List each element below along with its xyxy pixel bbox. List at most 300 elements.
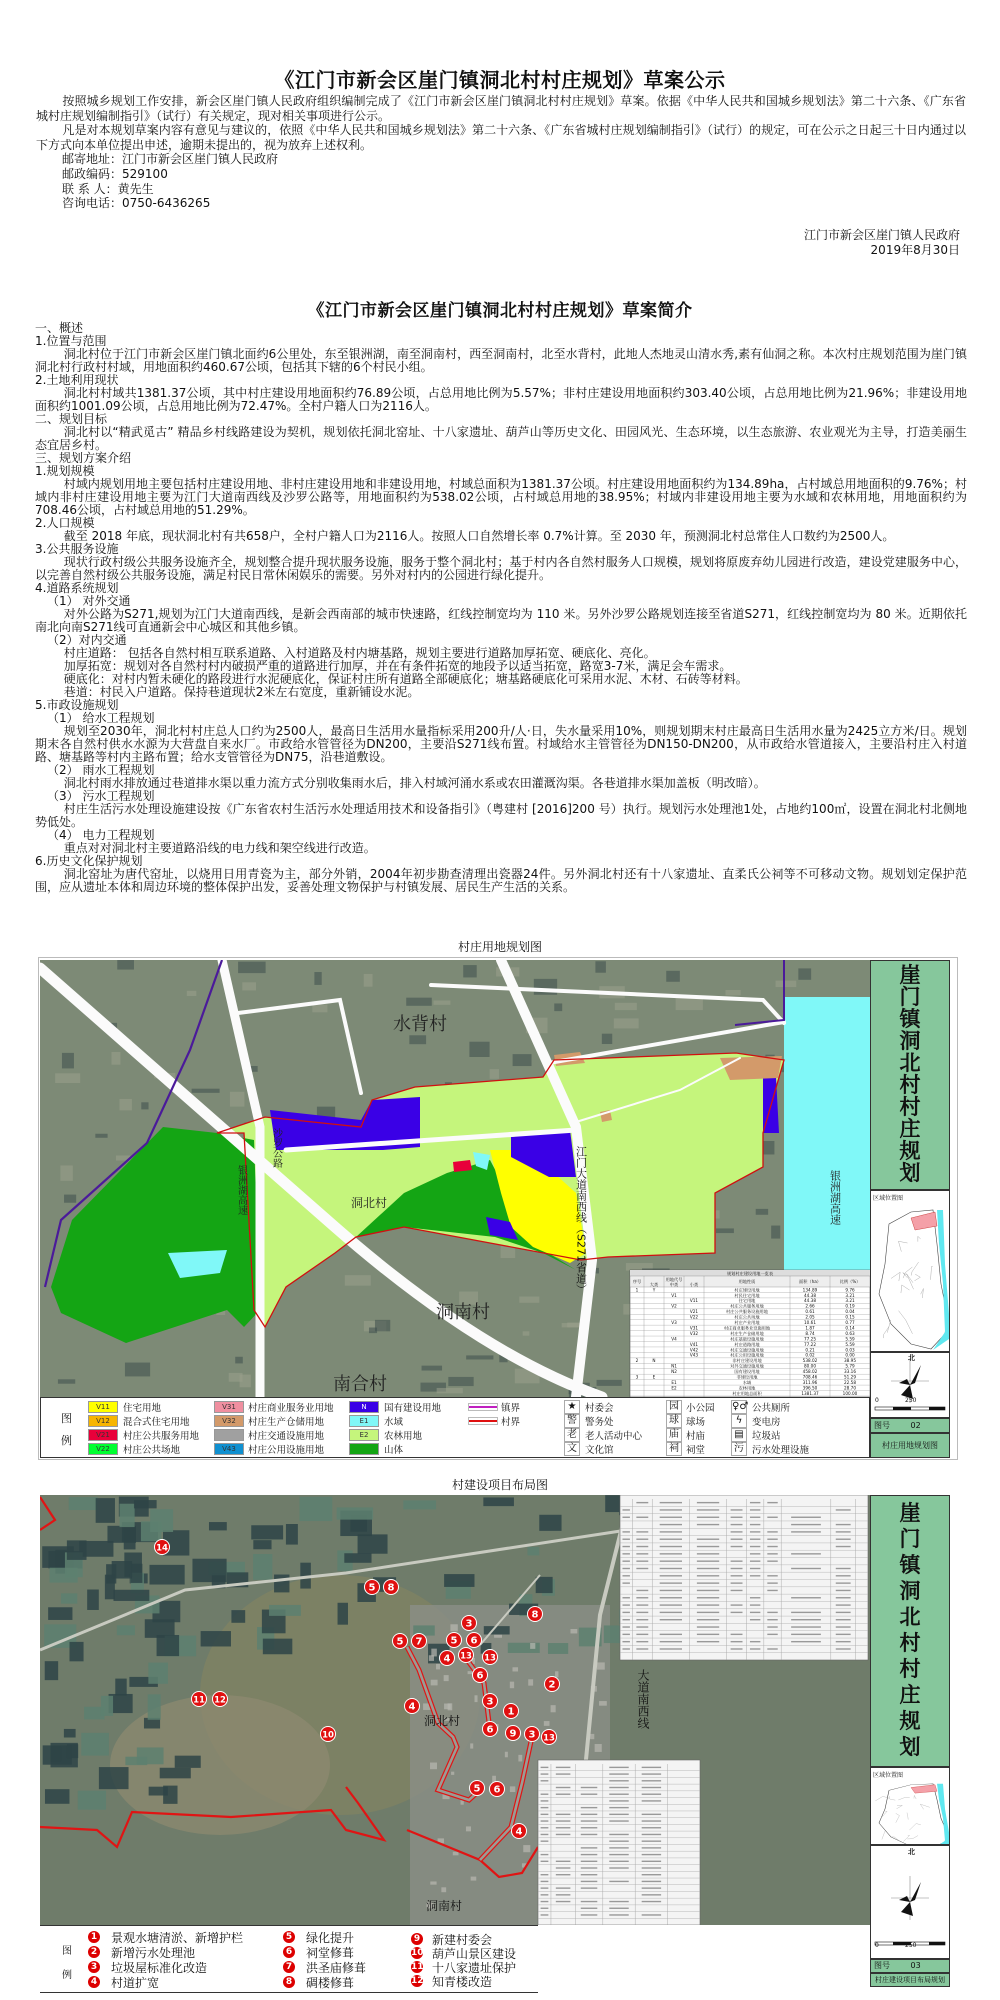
fish-pond <box>605 1495 619 1512</box>
fish-pond <box>50 1747 61 1762</box>
legend-item-label: 垃圾站 <box>752 1431 781 1442</box>
summary-heading: 1.规划规模 <box>35 464 95 478</box>
contact-row <box>36 167 966 182</box>
fish-pond <box>358 1534 388 1553</box>
table-cell: 村庄产业用地 <box>734 1320 760 1325</box>
terrain-patch <box>58 1379 75 1383</box>
fish-pond <box>253 1554 272 1580</box>
project-marker-number: 6 <box>476 1670 484 1682</box>
table-cell: 10.61 <box>804 1320 816 1325</box>
project-marker-number: 5 <box>450 1635 458 1647</box>
fish-pond <box>81 1733 109 1756</box>
table-cell: 5.79 <box>845 1363 855 1369</box>
project-layout-map <box>40 1495 870 1925</box>
sidebar-title-char: 崖 <box>899 1501 921 1525</box>
terrain-patch <box>448 1377 473 1386</box>
building <box>471 1877 477 1881</box>
sidebar-title-char: 划 <box>899 1161 921 1185</box>
location-map-label: 区域位置图 <box>873 1195 904 1202</box>
project-marker-number: 4 <box>443 1653 451 1665</box>
project-marker-number: 14 <box>156 1543 168 1554</box>
location-map-shape <box>871 1781 949 1845</box>
summary-heading: 二、规划目标 <box>35 412 108 426</box>
table-cell: 134.89 <box>802 1287 818 1293</box>
terrain-patch <box>312 1005 327 1013</box>
legend-swatch: V22 <box>88 1443 118 1455</box>
summary-paragraph: 截至 2018 年底，现状洞北村有共658户，全村户籍人口为2116人。按照人口自然增长率 0.7%计算。至 2030 年，预测洞北村总常住人口数约为2500人。 <box>63 529 895 543</box>
fish-pond <box>201 1631 231 1646</box>
fish-pond <box>274 1575 289 1593</box>
table-cell: 22.58 <box>844 1379 856 1385</box>
sidebar-title-char: 门 <box>899 985 921 1009</box>
table-header: 面积（ha） <box>799 1279 821 1284</box>
table-cell: 44.38 <box>804 1298 816 1304</box>
table-cell: 村庄生产仓储用地 <box>730 1330 764 1336</box>
terrain-patch <box>422 1366 442 1371</box>
legend-item-label: 小公园 <box>686 1403 715 1414</box>
location-map-label: 区域位置图 <box>873 1772 904 1779</box>
legend-item-label: 洪圣庙修葺 <box>306 1961 367 1975</box>
project-marker-number: 8 <box>387 1582 395 1594</box>
road-label: 大道南西线 <box>636 1669 650 1729</box>
terrain-patch <box>409 1035 426 1044</box>
table-cell: 0.63 <box>845 1330 855 1336</box>
legend-label: 例 <box>61 1434 72 1447</box>
table-cell: 0.21 <box>805 1347 815 1353</box>
contact-row <box>36 152 966 167</box>
sidebar-title-char: 北 <box>899 1051 921 1075</box>
sidebar-title-char: 洞 <box>899 1579 921 1603</box>
building <box>444 1675 449 1681</box>
signature-org: 江门市新会区崖门镇人民政府 <box>803 228 960 242</box>
terrain-patch <box>345 1275 371 1285</box>
terrain-patch <box>490 1069 499 1079</box>
legend-item-label: 老人活动中心 <box>585 1431 643 1442</box>
terrain-patch <box>466 1355 493 1359</box>
table-cell: 村庄用地总面积 <box>732 1390 762 1396</box>
building <box>494 1635 502 1638</box>
legend-item-label: 村庄公共场地 <box>123 1445 181 1456</box>
fish-pond <box>113 1590 149 1601</box>
building <box>470 1743 473 1748</box>
legend-marker: 11 <box>411 1962 424 1972</box>
building <box>530 1643 535 1649</box>
legend-marker: 6 <box>283 1946 295 1958</box>
legend-item-label: 村道扩宽 <box>111 1976 160 1990</box>
summary-heading: 5.市政设施规划 <box>35 698 119 712</box>
fish-pond <box>403 1500 436 1509</box>
legend-item-label: 新建村委会 <box>432 1933 493 1947</box>
table-cell: 村庄公共场地 <box>734 1314 760 1320</box>
table-header: 中类 <box>669 1282 679 1287</box>
table-cell: V32 <box>689 1330 699 1336</box>
district-outline <box>879 1210 947 1349</box>
legend-swatch: V11 <box>88 1401 118 1413</box>
fish-pond <box>160 1768 191 1779</box>
fish-pond <box>101 1696 113 1716</box>
table-cell: 5.59 <box>845 1336 855 1342</box>
table-cell: 458.02 <box>802 1369 818 1375</box>
table-cell: 538.02 <box>802 1358 818 1364</box>
terrain-patch <box>60 1165 72 1180</box>
fish-pond <box>337 1507 373 1519</box>
terrain-patch <box>602 1034 612 1044</box>
table-cell: V3 <box>671 1320 677 1325</box>
location-map-shape <box>871 1204 949 1354</box>
building <box>429 1655 434 1661</box>
fish-pond <box>251 1525 283 1539</box>
legend-marker: 8 <box>283 1976 295 1988</box>
contact-label: 邮政编码： <box>62 166 123 181</box>
north-arrow-panel <box>870 1845 950 1959</box>
figure-number <box>870 1959 950 1973</box>
terrain-patch <box>111 1052 120 1065</box>
building <box>451 1772 454 1775</box>
building <box>453 1852 459 1856</box>
road-label: 江门大道南西线（S271省道） <box>574 1146 588 1295</box>
fish-pond <box>134 1500 157 1508</box>
legend-symbol-icon: ★ <box>564 1400 580 1414</box>
district-outline <box>879 1784 947 1845</box>
summary-heading: （1） 对外交通 <box>47 594 131 608</box>
map1-legend <box>40 1397 870 1458</box>
terrain-patch <box>771 1226 780 1239</box>
terrain-patch <box>242 982 256 990</box>
table-cell: N <box>652 1358 656 1364</box>
contact-value: 江门市新会区崖门镇人民政府 <box>122 152 279 167</box>
table-cell: V43 <box>689 1352 699 1358</box>
sidebar-title-char: 村 <box>899 1073 921 1097</box>
table-cell: 1.87 <box>805 1325 815 1331</box>
table-cell: 村民住宅用地 <box>734 1292 760 1298</box>
sidebar-title-char: 村 <box>899 1657 921 1681</box>
table-cell: 水域 <box>742 1379 752 1385</box>
legend-item-label: 村庄公用设施用地 <box>248 1445 325 1456</box>
summary-paragraph: 村庄生活污水处理设施建设按《广东省农村生活污水处理适用技术和设备指引》（粤建村 [2016]200 号）执行。规划污水处理池1处，占地约100㎡，设置在洞北村北侧地势低处。 <box>35 802 967 829</box>
notice-paragraph: 凡是对本规划草案内容有意见与建议的，依照《中华人民共和国城乡规划法》第二十六条、《广东省城村庄规划编制指引》（试行）的规定，可在公示之日起三十日内通过以下方式向本单位提出申述，逾期未提出的，视为放弃上述权利。 <box>36 123 966 152</box>
terrain-patch <box>406 998 432 1006</box>
terrain-patch <box>238 962 266 973</box>
table-cell: 0.04 <box>845 1309 855 1315</box>
project-marker-number: 3 <box>486 1696 494 1708</box>
legend-marker: 4 <box>88 1976 100 1988</box>
project-marker-number: 2 <box>548 1679 556 1691</box>
terrain-patch <box>117 960 134 970</box>
project-marker-number: 8 <box>531 1609 539 1621</box>
table-cell: 村庄公共服务用地 <box>730 1303 764 1309</box>
table-cell: V22 <box>689 1314 699 1320</box>
legend-symbol-icon: ♀♂ <box>732 1401 749 1412</box>
table-cell: N2 <box>671 1369 677 1375</box>
table-cell: 住宅用地 <box>738 1298 756 1304</box>
building <box>466 1826 471 1831</box>
table-cell: V31 <box>689 1325 699 1331</box>
summary-heading: 2.人口规模 <box>35 516 95 530</box>
building <box>595 1744 602 1752</box>
table-cell: 3.21 <box>845 1292 855 1298</box>
table-cell: 80.00 <box>804 1363 816 1369</box>
summary-heading: 4.道路系统规划 <box>35 581 119 595</box>
table-cell: 396.50 <box>802 1385 818 1391</box>
north-label: 北 <box>908 1848 915 1856</box>
legend-item-label: 公共厕所 <box>752 1403 791 1414</box>
table-header: 用地代号 <box>665 1277 683 1282</box>
building <box>512 1667 518 1671</box>
project-marker-number: 6 <box>493 1784 501 1796</box>
legend-item-label: 污水处理设施 <box>752 1445 810 1456</box>
terrain-patch <box>666 971 680 982</box>
legend-item-label: 山体 <box>384 1445 404 1456</box>
fish-pond <box>149 1787 168 1796</box>
table-cell: 村庄建设用地 <box>734 1287 760 1293</box>
project-marker-number: 6 <box>486 1724 494 1736</box>
table-cell: 村庄商业服务业设施用地 <box>723 1325 771 1331</box>
contact-label: 邮寄地址： <box>62 152 123 167</box>
summary-body <box>35 322 967 894</box>
legend-label: 例 <box>62 1970 72 1981</box>
legend-swatch <box>214 1429 244 1441</box>
contact-label: 联 系 人： <box>62 181 118 196</box>
fish-pond <box>67 1540 87 1560</box>
terrain-patch <box>756 1209 768 1215</box>
legend-item-label: 镇界 <box>501 1403 521 1414</box>
legend-item-label: 村委会 <box>585 1403 614 1414</box>
terrain-patch <box>469 1042 489 1057</box>
figure-number <box>870 1418 950 1433</box>
contact-value: 0750-6436265 <box>122 196 211 211</box>
legend-marker: 9 <box>411 1933 423 1945</box>
table-header: 比例（%） <box>839 1279 861 1284</box>
summary-paragraph: 村域内规划用地主要包括村庄建设用地、非村庄建设用地和非建设用地，村域总面积为1381.37公顷。村庄建设用地面积约为134.89ha，占村域总用地面积的9.76%；村域内非村庄建设用地主要为江门大道南西线及沙罗公路等，用地面积约为538.02公顷，占村域总用地的38.95%；村域内非建设用地主要为水域和农林用地，用地面积约为708.46公顷，占村域总用地的51.29%。 <box>35 477 967 517</box>
sidebar-title-char: 规 <box>899 1709 921 1733</box>
summary-paragraph: 对外公路为S271,规划为江门大道南西线，是新会西南部的城市快速路，红线控制宽均为 110 米。另外沙罗公路规划连接至省道S271，红线控制宽均为 80 米。近期依托南北向南S271线可直通新会中心城区和其他乡镇。 <box>35 607 967 634</box>
table-cell: 国有建设用地 <box>734 1369 760 1375</box>
table-cell: 0.19 <box>845 1303 855 1309</box>
fish-pond <box>444 1574 474 1587</box>
terrain-patch <box>62 1053 74 1069</box>
building <box>441 1887 446 1892</box>
place-label: 洞南村 <box>426 1899 463 1913</box>
fish-pond <box>263 1639 292 1655</box>
legend-item-label: 景观水塘清淤、新增护栏 <box>111 1931 244 1945</box>
table-cell: V21 <box>689 1309 699 1315</box>
legend-symbol-icon: 警 <box>564 1414 580 1428</box>
summary-paragraph: 规划至2030年，洞北村村庄总人口约为2500人，最高日生活用水量指标采用200升/人·日，失水量采用10%，则规划期末村庄最高日生活用水量为2425立方米/日。规划期末各自然村供水水源为大营盘自来水厂。市政给水管管径为DN200，主要沿S271线布置。村域给水主管管径为DN150-DN200，从市政给水管道接入，主要沿村庄入村道路、塘基路等村内主路布置；给水支管管径为DN75，沿巷道敷设。 <box>35 724 967 764</box>
legend-item-label: 祠堂 <box>686 1445 706 1456</box>
location-map <box>870 1190 950 1352</box>
table-title: 规划村庄建设用地一览表 <box>726 1270 774 1276</box>
legend-swatch: V12 <box>88 1415 118 1427</box>
table-cell: 44.38 <box>804 1292 816 1298</box>
place-label: 洞南村 <box>436 1302 490 1323</box>
table-cell: 0.00 <box>845 1352 855 1358</box>
building <box>518 1755 522 1762</box>
fish-pond <box>253 1540 271 1549</box>
legend-label: 图 <box>62 1946 72 1957</box>
figure-number-value: 02 <box>910 1421 921 1430</box>
fish-pond <box>49 1568 77 1583</box>
legend-symbol-icon: 球 <box>666 1414 682 1428</box>
legend-item-label: 村庄公共服务用地 <box>123 1431 200 1442</box>
contact-value: 黄先生 <box>117 181 154 196</box>
fish-pond <box>148 1663 168 1684</box>
terrain-patch <box>519 1297 539 1303</box>
terrain-patch <box>192 1089 220 1093</box>
project-marker-number: 13 <box>484 1653 496 1664</box>
table-cell: 0.77 <box>845 1320 855 1325</box>
project-marker-number: 5 <box>473 1783 481 1795</box>
place-label: 南合村 <box>333 1374 387 1395</box>
project-marker-number: 10 <box>322 1730 334 1741</box>
table-cell: E1 <box>671 1379 677 1385</box>
sidebar-title-char: 规 <box>899 1139 921 1163</box>
project-marker-number: 6 <box>470 1635 478 1647</box>
fish-pond <box>45 1661 58 1680</box>
fish-pond <box>78 1791 106 1810</box>
boundary-line <box>469 1406 497 1408</box>
fish-pond <box>105 1575 115 1600</box>
building <box>436 1664 440 1670</box>
table-cell: 1 <box>635 1287 639 1293</box>
contact-value: 529100 <box>122 166 168 181</box>
legend-label: 图 <box>61 1412 72 1425</box>
fish-pond <box>67 1744 78 1758</box>
fish-pond <box>87 1590 99 1610</box>
road-label: 银洲湖高速 <box>235 1165 247 1215</box>
table-cell: 0.03 <box>845 1347 855 1353</box>
table-cell: 8.74 <box>805 1330 815 1336</box>
boundary-line <box>469 1420 497 1422</box>
fish-pond <box>286 1524 298 1545</box>
fish-pond <box>61 1593 77 1603</box>
legend-symbol-icon: 老 <box>564 1428 580 1442</box>
legend-marker: 12 <box>411 1976 424 1986</box>
scale-start: 0 <box>875 1942 879 1949</box>
legend-item-label: 球场 <box>686 1417 706 1428</box>
summary-paragraph: 现状行政村级公共服务设施齐全，规划整合提升现状服务设施，服务于整个洞北村；基于村内各自然村服务人口规模，规划将原废弃幼儿园进行改造，建设党建服务中心，以完善自然村级公共服务设施，满足村民日常休闲娱乐的需要。另外对村内的公园进行绿化提升。 <box>35 555 967 582</box>
fish-pond <box>536 1577 553 1593</box>
legend-item-label: 十八家遗址保护 <box>432 1961 517 1975</box>
terrain-patch <box>716 1228 734 1233</box>
table-cell: 2.66 <box>805 1303 815 1309</box>
summary-heading: （1） 给水工程规划 <box>47 711 155 725</box>
fish-pond <box>69 1497 98 1510</box>
map2-legend <box>40 1925 538 1993</box>
table-cell: 村庄基础设施用地 <box>730 1336 764 1342</box>
legend-item-label: 文化馆 <box>585 1445 614 1456</box>
table-cell: V2 <box>671 1303 677 1309</box>
project-marker-number: 1 <box>507 1706 515 1718</box>
project-marker-number: 11 <box>193 1695 205 1706</box>
summary-heading: （4） 电力工程规划 <box>47 828 155 842</box>
legend-item-label: 绿化提升 <box>306 1931 355 1945</box>
fish-pond <box>96 1498 115 1523</box>
building <box>430 1881 436 1884</box>
summary-paragraph: 洞北窑址为唐代窑址，以烧用日用青瓷为主，部分外销，2004年初步勘查清理出瓷器24件。另外洞北村还有十八家遗址、直柔氏公祠等不可移动文物。规划划定保护范围，应从遗址本体和周边环境的整体保护出发，妥善处理文物保护与村镇发展、居民生产生活的关系。 <box>35 867 967 894</box>
table-cell: 对外交通设施用地 <box>730 1363 764 1369</box>
project-marker-number: 5 <box>396 1636 404 1648</box>
fish-pond <box>99 1767 129 1789</box>
project-marker-number: 3 <box>465 1618 473 1630</box>
building <box>544 1721 550 1726</box>
table-cell: 77.25 <box>804 1336 816 1342</box>
legend-symbol-icon: ▤ <box>731 1428 747 1442</box>
terrain-patch <box>776 981 797 987</box>
legend-symbol-icon: 文 <box>564 1442 580 1456</box>
fish-pond <box>299 1497 332 1521</box>
terrain-patch <box>726 990 741 995</box>
summary-heading: 2.土地利用现状 <box>35 373 119 387</box>
sidebar-title-char: 村 <box>899 1631 921 1655</box>
project-marker-number: 4 <box>408 1701 416 1713</box>
terrain-patch <box>364 974 373 987</box>
terrain-patch <box>314 972 321 985</box>
building <box>450 1624 457 1631</box>
project-marker-number: 9 <box>509 1728 517 1740</box>
building <box>431 1680 438 1686</box>
summary-heading: （2） 雨水工程规划 <box>47 763 155 777</box>
summary-paragraph: 洞北村雨水排放通过巷道排水渠以重力流方式分别收集雨水后，排入村域河涌水系或农田灌溉沟渠。各巷道排水渠加盖板（明改暗）。 <box>63 776 766 790</box>
summary-paragraph: 巷道：村民入户道路。保持巷道现状2米左右宽度，重新铺设水泥。 <box>63 685 420 699</box>
notice-paragraph: 按照城乡规划工作安排，新会区崖门镇人民政府组织编制完成了《江门市新会区崖门镇洞北村村庄规划》草案。依据《中华人民共和国城乡规划法》第二十六条、《广东省城村庄规划编制指引》（试行）有关规定，现对相关事项进行公示。 <box>36 94 966 123</box>
legend-item-label: 水域 <box>384 1417 404 1428</box>
table-cell: V41 <box>689 1341 699 1347</box>
north-label: 北 <box>908 1354 915 1362</box>
building <box>510 1682 514 1689</box>
legend-swatch: E2 <box>349 1429 379 1441</box>
legend-swatch: V32 <box>214 1415 244 1427</box>
legend-symbol-icon: 祠 <box>666 1442 682 1456</box>
legend-swatch <box>349 1443 379 1455</box>
table-cell: 0.02 <box>805 1352 815 1358</box>
table-cell: 5.59 <box>845 1341 855 1347</box>
table-cell: V1 <box>671 1292 677 1298</box>
summary-heading: 三、规划方案介绍 <box>35 451 132 465</box>
terrain-patch <box>615 1003 637 1010</box>
fish-pond <box>527 1547 539 1556</box>
signature <box>804 228 960 258</box>
table-cell: 0.61 <box>805 1309 815 1315</box>
fish-pond <box>69 1642 83 1661</box>
building <box>444 1704 451 1710</box>
sidebar-title-char: 北 <box>899 1605 921 1629</box>
sidebar-title-char: 崖 <box>899 963 921 987</box>
table-cell: 3.21 <box>845 1298 855 1304</box>
fish-pond <box>157 1635 180 1656</box>
fish-pond <box>483 1497 514 1506</box>
contact-row <box>36 196 966 211</box>
fish-pond <box>150 1509 173 1532</box>
terrain-patch <box>375 1320 390 1331</box>
table-cell: N1 <box>671 1363 677 1369</box>
building <box>597 1662 605 1669</box>
fish-pond <box>192 1559 226 1582</box>
fish-pond <box>148 1694 161 1719</box>
legend-item-label: 村庄商业服务业用地 <box>248 1403 334 1414</box>
terrain-patch <box>614 1018 639 1028</box>
table-cell: V11 <box>689 1298 699 1304</box>
table-cell: 100.00 <box>842 1390 858 1396</box>
legend-swatch: N <box>349 1401 379 1413</box>
legend-marker: 10 <box>411 1948 424 1958</box>
legend-item-label: 垃圾屋标准化改造 <box>111 1961 208 1975</box>
table-cell: 38.95 <box>844 1358 856 1364</box>
sidebar-title-char: 镇 <box>899 1553 921 1577</box>
warehouse-land <box>720 1056 782 1080</box>
table-cell: V4 <box>671 1336 677 1342</box>
building <box>551 1705 556 1712</box>
summary-paragraph: 重点对对洞北村主要道路沿线的电力线和架空线进行改造。 <box>63 841 376 855</box>
